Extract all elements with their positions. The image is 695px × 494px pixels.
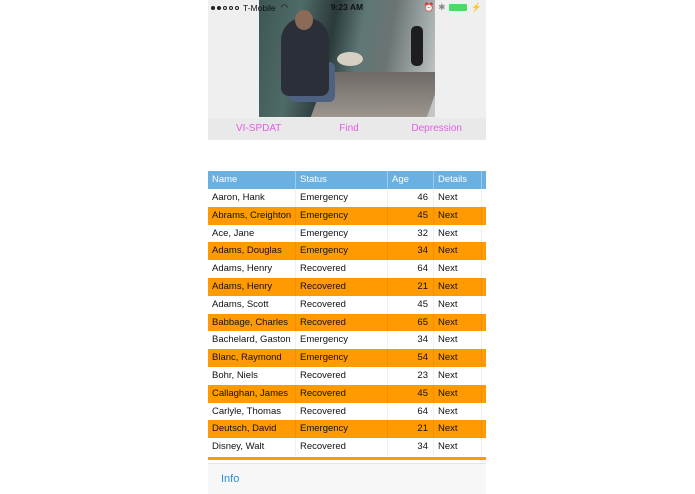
cell-details-link[interactable]: Next [434, 189, 482, 207]
cell-age: 34 [388, 331, 434, 349]
cell-name: Adams, Henry [208, 260, 296, 278]
cell-details-link[interactable]: Next [434, 331, 482, 349]
cell-status: Emergency [296, 242, 388, 260]
cell-name: Abrams, Creighton [208, 207, 296, 225]
cell-age: 54 [388, 349, 434, 367]
table-row[interactable] [208, 331, 486, 349]
clients-table [208, 171, 486, 456]
cell-status: Emergency [296, 331, 388, 349]
table-row[interactable] [208, 367, 486, 385]
cell-details-link[interactable]: Next [434, 349, 482, 367]
hero-photo [259, 0, 435, 117]
cell-status: Recovered [296, 385, 388, 403]
cell-details-link[interactable]: Next [434, 314, 482, 332]
cell-status: Emergency [296, 189, 388, 207]
tab-bar [208, 118, 486, 140]
table-row[interactable] [208, 314, 486, 332]
cell-name: Aaron, Hank [208, 189, 296, 207]
hero-area [208, 0, 486, 118]
cell-status: Emergency [296, 420, 388, 438]
cell-name: Bachelard, Gaston [208, 331, 296, 349]
cell-status: Emergency [296, 225, 388, 243]
cell-age: 45 [388, 207, 434, 225]
cell-age: 21 [388, 420, 434, 438]
cell-age: 64 [388, 260, 434, 278]
cell-age: 64 [388, 403, 434, 421]
cell-status: Recovered [296, 403, 388, 421]
cell-name: Adams, Scott [208, 296, 296, 314]
cell-name: Bohr, Niels [208, 367, 296, 385]
cell-status: Recovered [296, 260, 388, 278]
cell-details-link[interactable]: Next [434, 242, 482, 260]
cell-status: Recovered [296, 278, 388, 296]
table-row[interactable] [208, 242, 486, 260]
cell-details-link[interactable]: Next [434, 385, 482, 403]
cell-status: Recovered [296, 314, 388, 332]
status-right [424, 2, 482, 13]
table-bottom-divider [208, 457, 486, 460]
table-header [208, 171, 486, 189]
table-row[interactable] [208, 403, 486, 421]
tab-vi-spdat[interactable]: VI-SPDAT [236, 123, 282, 134]
battery-icon [449, 4, 467, 11]
photo-pedestrian [411, 26, 423, 66]
cell-details-link[interactable]: Next [434, 367, 482, 385]
cell-details-link[interactable]: Next [434, 207, 482, 225]
table-row[interactable] [208, 385, 486, 403]
table-row[interactable] [208, 438, 486, 456]
clock: 9:23 AM [330, 2, 364, 12]
cell-status: Recovered [296, 438, 388, 456]
column-header-name[interactable]: Name [208, 171, 296, 189]
cell-age: 34 [388, 438, 434, 456]
cell-details-link[interactable]: Next [434, 278, 482, 296]
cell-name: Adams, Douglas [208, 242, 296, 260]
tab-depression[interactable]: Depression [411, 123, 462, 134]
cell-status: Emergency [296, 207, 388, 225]
tab-find[interactable]: Find [339, 123, 359, 134]
table-row[interactable] [208, 296, 486, 314]
column-header-status[interactable]: Status [296, 171, 388, 189]
cell-name: Ace, Jane [208, 225, 296, 243]
cell-details-link[interactable]: Next [434, 260, 482, 278]
cell-name: Carlyle, Thomas [208, 403, 296, 421]
table-row[interactable] [208, 207, 486, 225]
cell-details-link[interactable]: Next [434, 420, 482, 438]
cell-name: Disney, Walt [208, 438, 296, 456]
cell-status: Recovered [296, 296, 388, 314]
cell-details-link[interactable]: Next [434, 403, 482, 421]
bluetooth-icon: ✱ [438, 2, 446, 12]
cell-details-link[interactable]: Next [434, 296, 482, 314]
info-link[interactable]: Info [221, 473, 240, 485]
cell-age: 45 [388, 296, 434, 314]
cell-name: Blanc, Raymond [208, 349, 296, 367]
cell-name: Babbage, Charles [208, 314, 296, 332]
status-bar [208, 0, 486, 14]
column-header-age[interactable]: Age [388, 171, 434, 189]
cell-age: 23 [388, 367, 434, 385]
cell-age: 46 [388, 189, 434, 207]
alarm-icon: ⏰ [423, 2, 435, 12]
column-header-details[interactable]: Details [434, 171, 482, 189]
photo-hat [337, 52, 363, 66]
table-row[interactable] [208, 349, 486, 367]
cell-name: Deutsch, David [208, 420, 296, 438]
table-row[interactable] [208, 225, 486, 243]
cell-status: Emergency [296, 349, 388, 367]
table-row[interactable] [208, 420, 486, 438]
charging-icon: ⚡ [471, 2, 482, 12]
cell-age: 34 [388, 242, 434, 260]
cell-age: 21 [388, 278, 434, 296]
wifi-icon: ◠ [280, 2, 289, 12]
table-row[interactable] [208, 260, 486, 278]
cell-status: Recovered [296, 367, 388, 385]
cell-details-link[interactable]: Next [434, 225, 482, 243]
cell-name: Callaghan, James [208, 385, 296, 403]
cell-age: 65 [388, 314, 434, 332]
footer-bar [208, 463, 486, 494]
cell-details-link[interactable]: Next [434, 438, 482, 456]
table-row[interactable] [208, 278, 486, 296]
table-body [208, 189, 486, 456]
app-screen [208, 0, 486, 494]
cell-name: Adams, Henry [208, 278, 296, 296]
cell-age: 45 [388, 385, 434, 403]
table-row[interactable] [208, 189, 486, 207]
cell-age: 32 [388, 225, 434, 243]
carrier-label: T-Mobile [243, 2, 276, 13]
